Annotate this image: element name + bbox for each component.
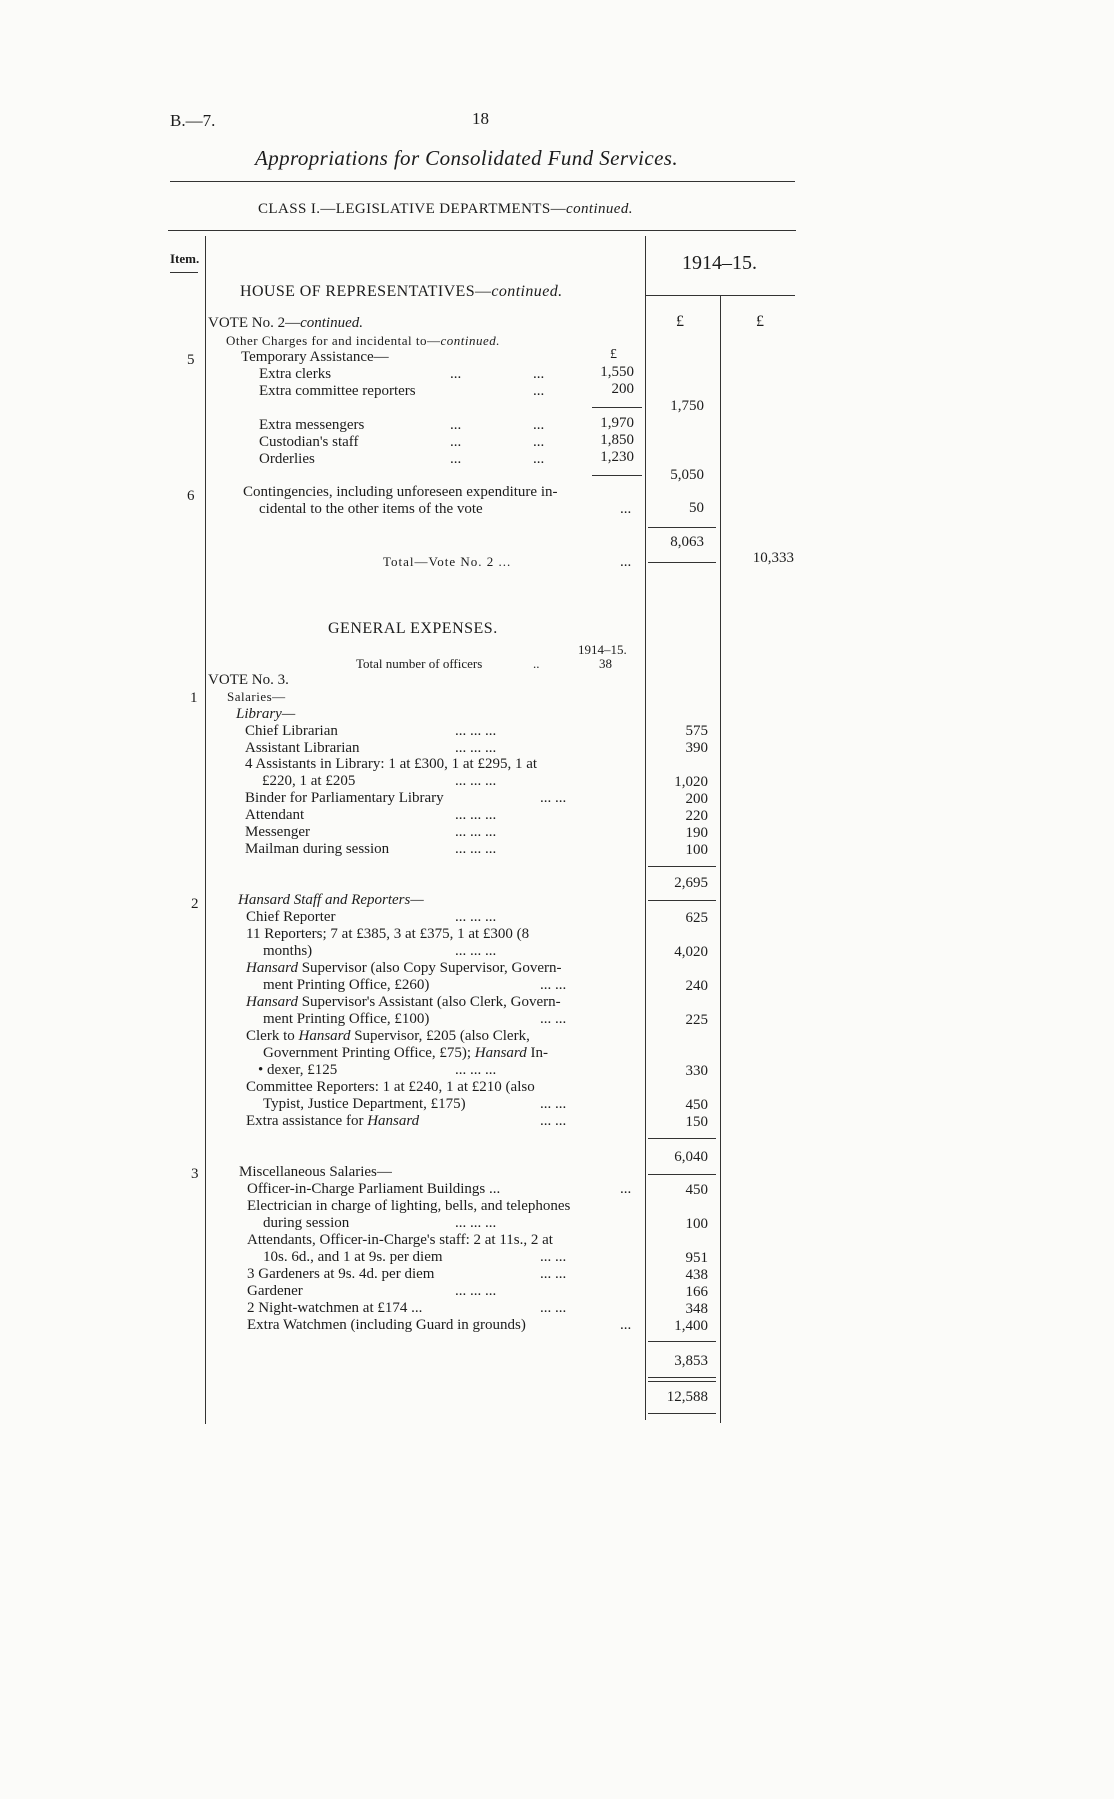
page-number: 18	[472, 109, 489, 128]
night-watchmen-amount: 348	[685, 1301, 708, 1317]
item-number-2: 2	[191, 896, 199, 912]
misc-subtotal: 3,853	[674, 1353, 708, 1369]
hansard-supervisor-amount: 240	[685, 978, 708, 994]
extra-reporters-amount: 200	[611, 381, 634, 397]
attendants-label-cont: 10s. 6d., and 1 at 9s. per diem	[263, 1249, 443, 1265]
leader-dots: ... ... ...	[455, 841, 497, 857]
reporters-label-cont: months)	[263, 943, 313, 959]
subtotal-rule	[648, 866, 716, 867]
currency-symbol-col1: £	[676, 313, 684, 330]
subtotal-rule	[648, 1381, 716, 1382]
leader-dots: ...	[620, 554, 632, 570]
other-charges-heading: Other Charges for and incidental to—continued.	[226, 333, 501, 348]
custodian-staff-label: Custodian's staff	[259, 434, 359, 450]
leader-dots: ... ...	[540, 1249, 567, 1265]
assistant-librarian-amount: 390	[685, 740, 708, 756]
officers-label: Total number of officers	[356, 656, 483, 671]
library-assistants-label: 4 Assistants in Library: 1 at £300, 1 at £295, 1 at	[245, 756, 538, 772]
leader-dots: ... ...	[540, 1113, 567, 1129]
leader-dots: ... ...	[540, 1300, 567, 1316]
temporary-assistance-heading: Temporary Assistance—	[241, 349, 389, 365]
gardener-label: Gardener	[247, 1283, 303, 1299]
page-title: Appropriations for Consolidated Fund Services.	[255, 146, 679, 170]
item-column-header: Item.	[170, 251, 200, 266]
attendants-label: Attendants, Officer-in-Charge's staff: 2 at 11s., 2 at	[247, 1232, 553, 1248]
extra-messengers-label: Extra messengers	[259, 417, 365, 433]
hansard-clerk-amount: 330	[685, 1063, 708, 1079]
class-heading-rule	[168, 230, 796, 231]
leader-dots: ...	[450, 417, 462, 433]
leader-dots: ... ... ...	[455, 807, 497, 823]
temp-assistance-subtotal-2: 5,050	[670, 467, 704, 483]
contingencies-label-cont: cidental to the other items of the vote	[259, 501, 483, 517]
title-rule	[170, 181, 795, 182]
leader-dots: ... ... ...	[455, 1062, 497, 1078]
hansard-heading: Hansard Staff and Reporters—	[238, 892, 424, 908]
officer-in-charge-label: Officer-in-Charge Parliament Buildings ...	[247, 1181, 501, 1197]
document-reference: B.—7.	[170, 111, 216, 130]
house-heading: HOUSE OF REPRESENTATIVES—continued.	[240, 283, 563, 300]
year-column-header: 1914–15.	[682, 252, 757, 274]
subtotal-rule	[648, 1377, 716, 1378]
contingencies-amount: 50	[689, 500, 704, 516]
leader-dots: ... ... ...	[455, 943, 497, 959]
currency-symbol-col2: £	[756, 313, 764, 330]
subtotal-rule	[648, 1341, 716, 1342]
extra-watchmen-amount: 1,400	[674, 1318, 708, 1334]
messenger-label: Messenger	[245, 824, 310, 840]
leader-dots: ...	[620, 1317, 632, 1333]
committee-reporters-label-cont: Typist, Justice Department, £175)	[263, 1096, 466, 1112]
binder-label: Binder for Parliamentary Library	[245, 790, 444, 806]
leader-dots: ...	[620, 501, 632, 517]
leader-dots: ...	[533, 383, 545, 399]
leader-dots: ...	[450, 451, 462, 467]
extra-watchmen-label: Extra Watchmen (including Guard in grounds)	[247, 1317, 526, 1333]
chief-reporter-label: Chief Reporter	[246, 909, 336, 925]
subtotal-rule	[648, 1138, 716, 1139]
leader-dots: ... ...	[540, 790, 567, 806]
officer-in-charge-amount: 450	[685, 1182, 708, 1198]
extra-assistance-label: Extra assistance for Hansard	[246, 1113, 420, 1129]
officers-count: 38	[599, 656, 612, 671]
library-assistants-label-cont: £220, 1 at £205	[262, 773, 356, 789]
subtotal-rule	[648, 1174, 716, 1175]
vote2-total-col1: 8,063	[670, 534, 704, 550]
leader-dots: ... ... ...	[455, 1215, 497, 1231]
leader-dots: ...	[450, 366, 462, 382]
extra-clerks-amount: 1,550	[600, 364, 634, 380]
temp-assistance-subtotal-1: 1,750	[670, 398, 704, 414]
attendant-label: Attendant	[245, 807, 305, 823]
hansard-clerk-label: Clerk to Hansard Supervisor, £205 (also Clerk,	[246, 1028, 530, 1044]
mailman-label: Mailman during session	[245, 841, 390, 857]
chief-reporter-amount: 625	[685, 910, 708, 926]
total-rule	[648, 1413, 716, 1414]
leader-dots: ... ... ...	[455, 1283, 497, 1299]
salaries-heading: Salaries—	[227, 689, 286, 704]
extra-clerks-label: Extra clerks	[259, 366, 332, 382]
extra-messengers-amount: 1,970	[600, 415, 634, 431]
leader-dots: ... ...	[540, 977, 567, 993]
gardeners-label: 3 Gardeners at 9s. 4d. per diem	[247, 1266, 435, 1282]
supervisor-assistant-amount: 225	[685, 1012, 708, 1028]
vote2-total-label: Total—Vote No. 2 ...	[383, 554, 512, 569]
hansard-clerk-label-cont2: • dexer, £125	[258, 1062, 338, 1078]
hansard-supervisor-label: Hansard Supervisor (also Copy Supervisor, Govern-	[246, 960, 562, 976]
custodian-staff-amount: 1,850	[600, 432, 634, 448]
committee-reporters-amount: 450	[685, 1097, 708, 1113]
subtotal-rule	[648, 527, 716, 528]
assistant-librarian-label: Assistant Librarian	[245, 740, 360, 756]
gardener-amount: 166	[685, 1284, 708, 1300]
officers-year-header: 1914–15.	[578, 642, 627, 657]
vote3-label: VOTE No. 3.	[208, 672, 289, 688]
total-rule	[648, 562, 716, 563]
hansard-subtotal: 6,040	[674, 1149, 708, 1165]
orderlies-label: Orderlies	[259, 451, 315, 467]
subtotal-rule	[648, 900, 716, 901]
item-number-5: 5	[187, 352, 195, 368]
electrician-amount: 100	[685, 1216, 708, 1232]
library-heading: Library—	[236, 706, 296, 722]
supervisor-assistant-label-cont: ment Printing Office, £100)	[263, 1011, 430, 1027]
leader-dots: ... ... ...	[455, 740, 497, 756]
item-number-6: 6	[187, 488, 195, 504]
leader-dots: ... ...	[540, 1011, 567, 1027]
extra-assistance-amount: 150	[685, 1114, 708, 1130]
attendants-amount: 951	[685, 1250, 708, 1266]
subtotal-rule	[592, 407, 642, 408]
item-column-rule	[205, 236, 206, 1424]
reporters-label: 11 Reporters; 7 at £385, 3 at £375, 1 at £300 (8	[246, 926, 530, 942]
leader-dots: ... ... ...	[455, 773, 497, 789]
leader-dots: ... ... ...	[455, 723, 497, 739]
night-watchmen-label: 2 Night-watchmen at £174 ...	[247, 1300, 423, 1316]
misc-salaries-heading: Miscellaneous Salaries—	[239, 1164, 392, 1180]
vote2-label: VOTE No. 2—continued.	[208, 315, 363, 331]
electrician-label-cont: during session	[263, 1215, 350, 1231]
class-heading: CLASS I.—LEGISLATIVE DEPARTMENTS—continued.	[258, 201, 633, 217]
leader-dots: ... ... ...	[455, 824, 497, 840]
leader-dots: ...	[620, 1181, 632, 1197]
electrician-label: Electrician in charge of lighting, bells, and telephones	[247, 1198, 571, 1214]
item-number-1: 1	[190, 690, 198, 706]
messenger-amount: 190	[685, 825, 708, 841]
library-assistants-amount: 1,020	[674, 774, 708, 790]
library-subtotal: 2,695	[674, 875, 708, 891]
vote3-grand-total: 12,588	[666, 1389, 708, 1405]
chief-librarian-amount: 575	[685, 723, 708, 739]
amount-column-rule-1	[645, 236, 646, 1420]
contingencies-label: Contingencies, including unforeseen expenditure in-	[243, 484, 558, 500]
inner-currency-symbol: £	[610, 347, 617, 362]
general-expenses-heading: GENERAL EXPENSES.	[328, 620, 498, 637]
leader-dots: ... ...	[540, 1096, 567, 1112]
binder-amount: 200	[685, 791, 708, 807]
extra-reporters-label: Extra committee reporters	[259, 383, 416, 399]
leader-dots: ... ...	[540, 1266, 567, 1282]
leader-dots: ...	[533, 366, 545, 382]
leader-dots: ... ... ...	[455, 909, 497, 925]
chief-librarian-label: Chief Librarian	[245, 723, 338, 739]
attendant-amount: 220	[685, 808, 708, 824]
item-heading-rule	[170, 272, 198, 273]
leader-dots: ..	[533, 656, 540, 671]
leader-dots: ...	[450, 434, 462, 450]
supervisor-assistant-label: Hansard Supervisor's Assistant (also Clerk, Govern-	[246, 994, 561, 1010]
leader-dots: ...	[533, 417, 545, 433]
mailman-amount: 100	[685, 842, 708, 858]
vote2-total-col2: 10,333	[752, 550, 794, 566]
hansard-supervisor-label-cont: ment Printing Office, £260)	[263, 977, 430, 993]
subtotal-rule	[592, 475, 642, 476]
amount-column-rule-2	[720, 295, 721, 1423]
item-number-3: 3	[191, 1166, 199, 1182]
committee-reporters-label: Committee Reporters: 1 at £240, 1 at £210 (also	[246, 1079, 535, 1095]
orderlies-amount: 1,230	[600, 449, 634, 465]
hansard-clerk-label-cont: Government Printing Office, £75); Hansard In-	[263, 1045, 548, 1061]
gardeners-amount: 438	[685, 1267, 708, 1283]
year-heading-rule	[645, 295, 795, 296]
leader-dots: ...	[533, 434, 545, 450]
reporters-amount: 4,020	[674, 944, 708, 960]
leader-dots: ...	[533, 451, 545, 467]
